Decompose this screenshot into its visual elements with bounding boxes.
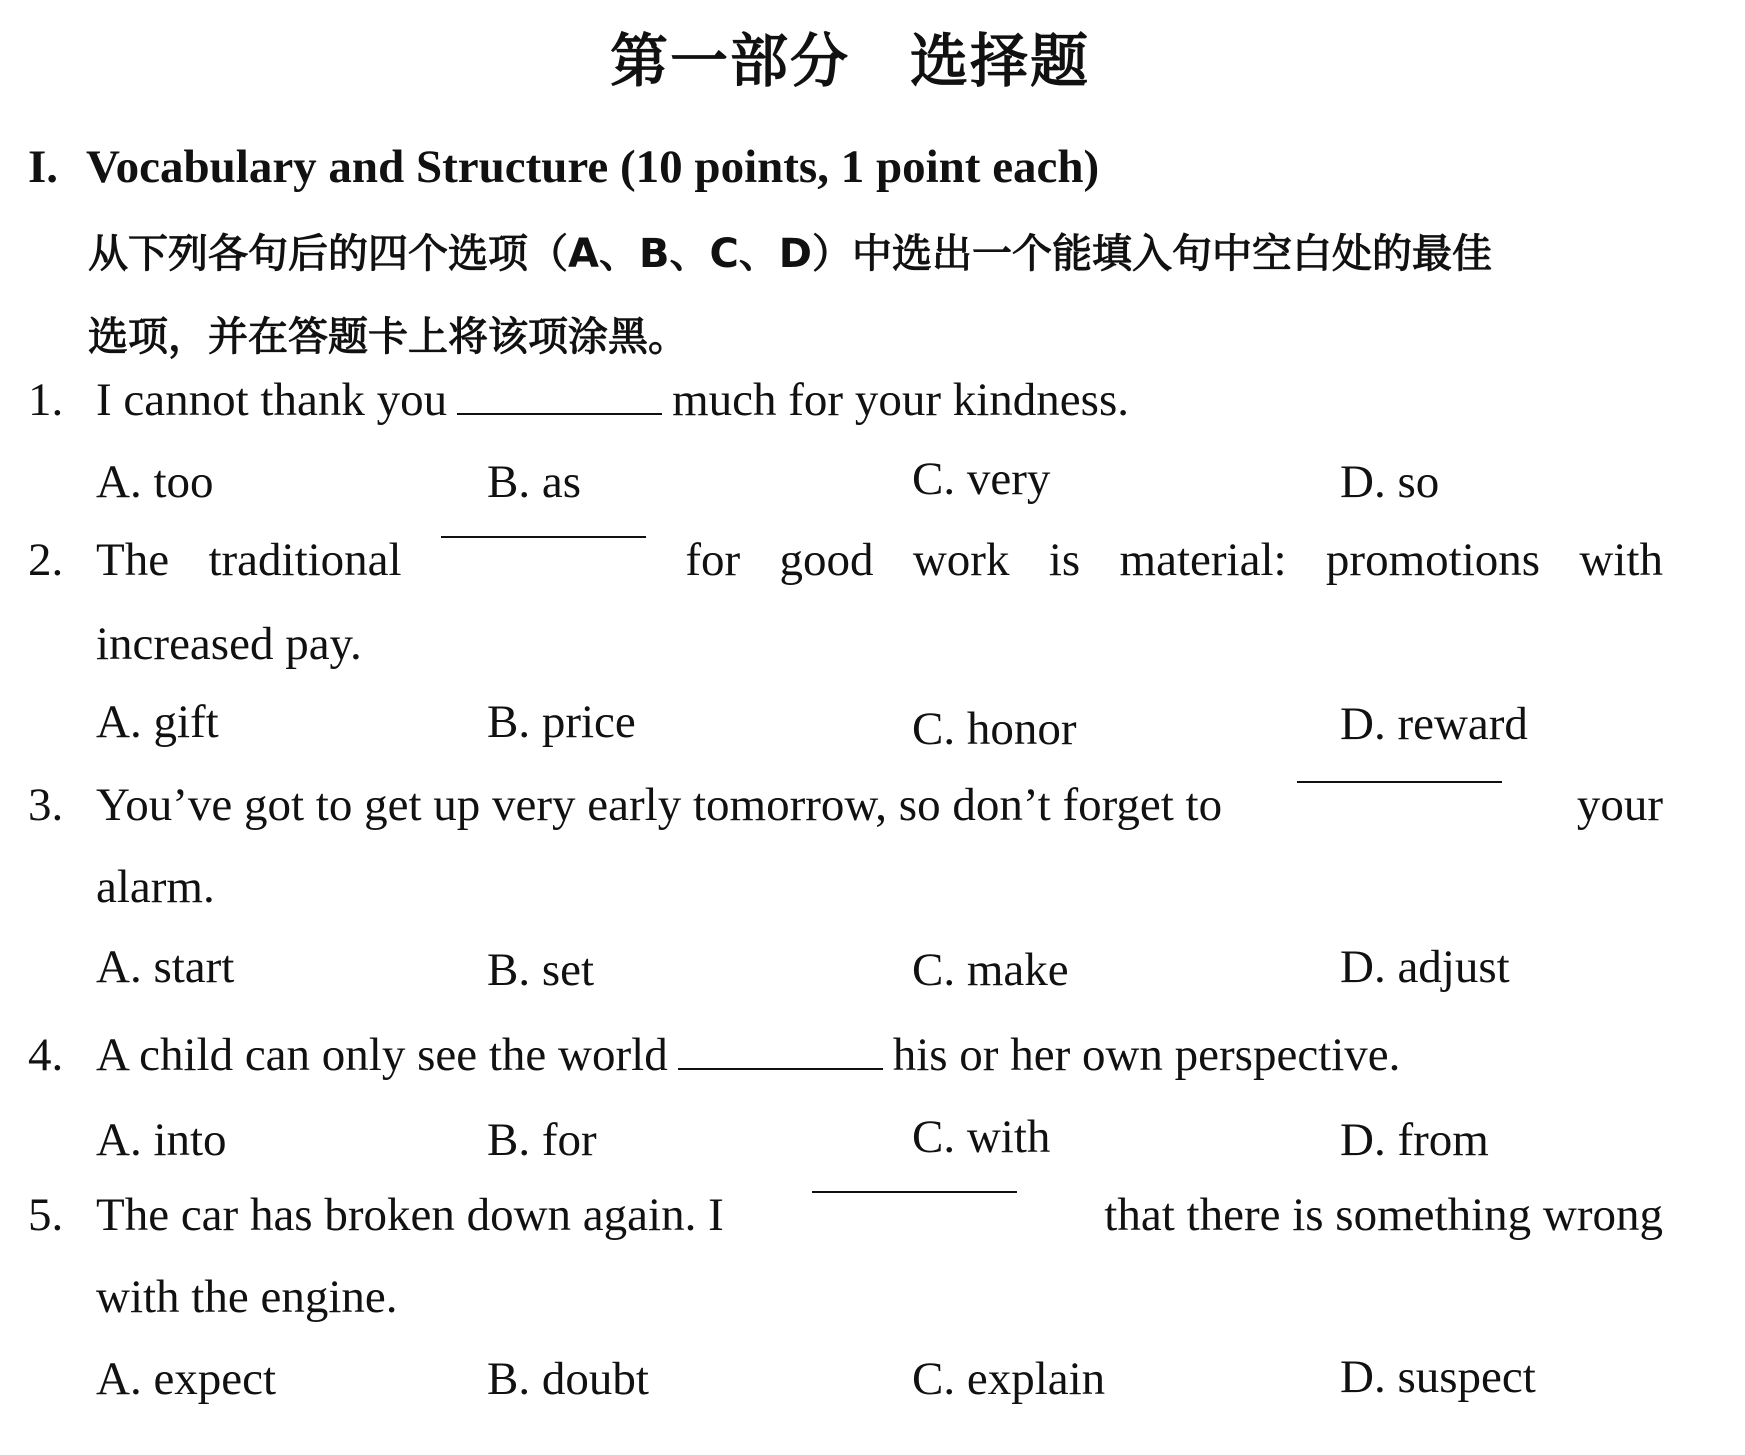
option-b: B. set <box>487 944 595 996</box>
question-word: with <box>1579 534 1663 586</box>
option-a: A. into <box>96 1114 227 1166</box>
question-text-after: your <box>1576 779 1663 831</box>
question-3 <box>28 780 1663 832</box>
question-word: for <box>685 534 741 586</box>
option-c: C. honor <box>912 703 1077 755</box>
question-number: 1. <box>28 374 64 426</box>
question-5 <box>28 1190 1663 1242</box>
answer-blank <box>441 535 646 538</box>
option-c: C. very <box>912 453 1051 505</box>
option-b: B. as <box>487 456 581 508</box>
option-c: C. explain <box>912 1353 1106 1405</box>
answer-blank <box>457 412 662 415</box>
page-title: 第一部分 选择题 <box>609 27 1090 95</box>
option-d: D. from <box>1340 1114 1489 1166</box>
question-text-after: much for your kindness. <box>672 374 1129 426</box>
question-text-before: I cannot thank you <box>96 374 448 426</box>
section-heading <box>28 140 1099 194</box>
question-text-after: that there is something wrong <box>1104 1189 1663 1241</box>
option-d: D. suspect <box>1340 1351 1536 1403</box>
question-word: good <box>779 534 874 586</box>
question-word: traditional <box>208 534 402 586</box>
option-b: B. price <box>487 696 636 748</box>
question-1 <box>28 375 1663 427</box>
section-instruction-line-2: 选项，并在答题卡上将该项涂黑。 <box>88 314 688 360</box>
question-text-before: You’ve got to get up very early tomorrow, so don’t forget to <box>96 779 1223 831</box>
option-b: B. for <box>487 1114 597 1166</box>
question-word: is <box>1048 534 1081 586</box>
question-number: 4. <box>28 1029 64 1081</box>
answer-blank <box>1297 780 1502 783</box>
question-word: work <box>912 534 1010 586</box>
section-title: Vocabulary and Structure (10 points, 1 point each) <box>86 141 1100 193</box>
section-instruction-line-1: 从下列各句后的四个选项（A、B、C、D）中选出一个能填入句中空白处的最佳 <box>88 231 1493 277</box>
question-5-continuation: with the engine. <box>96 1271 398 1323</box>
answer-blank <box>678 1067 883 1070</box>
question-2 <box>28 535 1663 587</box>
answer-blank <box>812 1190 1017 1193</box>
option-a: A. gift <box>96 696 219 748</box>
option-c: C. with <box>912 1111 1051 1163</box>
option-c: C. make <box>912 944 1069 996</box>
section-number: I. <box>28 141 59 193</box>
question-word: The <box>96 534 170 586</box>
question-word: promotions <box>1325 534 1541 586</box>
question-4 <box>28 1030 1663 1082</box>
option-a: A. expect <box>96 1353 277 1405</box>
question-text-before: A child can only see the world <box>96 1029 668 1081</box>
option-a: A. too <box>96 456 214 508</box>
question-text-before: The car has broken down again. I <box>96 1189 724 1241</box>
question-number: 3. <box>28 779 64 831</box>
option-d: D. so <box>1340 456 1440 508</box>
question-text-after: his or her own perspective. <box>892 1029 1401 1081</box>
question-number: 5. <box>28 1189 64 1241</box>
option-a: A. start <box>96 941 235 993</box>
question-word: material: <box>1119 534 1287 586</box>
option-d: D. adjust <box>1340 941 1510 993</box>
option-b: B. doubt <box>487 1353 649 1405</box>
question-2-continuation: increased pay. <box>96 618 362 670</box>
question-3-continuation: alarm. <box>96 861 215 913</box>
question-number: 2. The <box>28 534 170 586</box>
option-d: D. reward <box>1340 698 1528 750</box>
